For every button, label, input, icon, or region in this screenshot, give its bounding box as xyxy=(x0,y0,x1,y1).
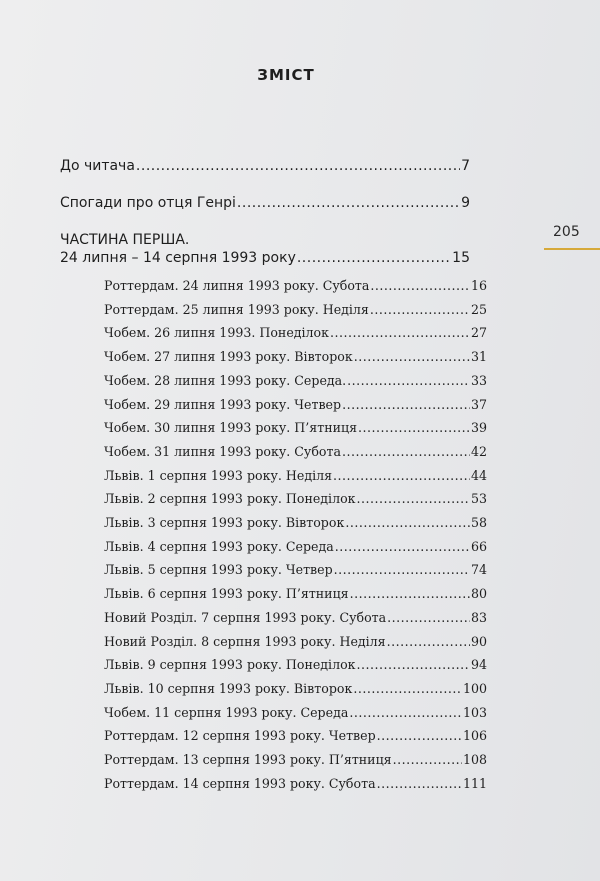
toc-entry[interactable] xyxy=(104,397,487,412)
entry-label: Львів. 9 серпня 1993 року. Понеділок xyxy=(104,657,356,673)
entry-label: Львів. 2 серпня 1993 року. Понеділок xyxy=(104,491,356,507)
dot-leader xyxy=(357,491,470,506)
dot-leader xyxy=(333,468,470,483)
entry-label: Новий Розділ. 8 серпня 1993 року. Неділя xyxy=(104,633,386,649)
entry-page: 103 xyxy=(462,704,487,720)
entry-page: 37 xyxy=(470,396,487,412)
toc-title: ЗМІСТ xyxy=(257,66,315,84)
entry-label: Роттердам. 12 серпня 1993 року. Четвер xyxy=(104,728,376,744)
entry-label: Чобем. 28 липня 1993 року. Середа. xyxy=(104,372,347,388)
entry-label: Спогади про отця Генрі xyxy=(60,195,236,211)
dot-leader xyxy=(297,250,451,266)
toc-entry[interactable] xyxy=(104,373,487,388)
entry-label: Роттердам. 24 липня 1993 року. Субота xyxy=(104,278,370,293)
toc-entry[interactable] xyxy=(104,586,487,601)
toc-entry[interactable] xyxy=(104,302,487,317)
entry-label: Роттердам. 14 серпня 1993 року. Субота xyxy=(104,775,376,791)
entry-page: 15 xyxy=(452,250,470,266)
entry-page: 25 xyxy=(470,301,487,317)
dot-leader xyxy=(370,278,470,293)
dot-leader xyxy=(349,705,462,720)
part-subtitle: 24 липня – 14 серпня 1993 року xyxy=(60,250,296,266)
toc-entry[interactable] xyxy=(104,776,487,791)
dot-leader xyxy=(335,539,470,554)
toc-entry[interactable] xyxy=(104,278,487,293)
dot-leader xyxy=(377,728,462,743)
entry-label: Чобем. 26 липня 1993. Понеділок xyxy=(104,325,330,341)
dot-leader xyxy=(357,657,470,672)
dot-leader xyxy=(377,776,462,791)
entry-label: Чобем. 30 липня 1993 року. П’ятниця xyxy=(104,420,358,436)
dot-leader xyxy=(334,562,470,577)
dot-leader xyxy=(136,158,460,174)
toc-entry[interactable] xyxy=(104,657,487,672)
dot-leader xyxy=(370,302,470,317)
toc-entry[interactable] xyxy=(104,681,487,696)
entry-label: Новий Розділ. 7 серпня 1993 року. Субота xyxy=(104,609,387,625)
entry-page: 90 xyxy=(470,633,487,649)
toc-entry[interactable] xyxy=(104,515,487,530)
entry-page: 39 xyxy=(470,420,487,436)
entry-page: 74 xyxy=(470,562,487,578)
dot-leader xyxy=(345,515,470,530)
entry-page: 111 xyxy=(462,775,487,791)
entry-page: 44 xyxy=(470,467,487,483)
toc-entry[interactable] xyxy=(104,562,487,577)
entry-page: 80 xyxy=(470,586,487,602)
entry-page: 58 xyxy=(470,515,487,530)
toc-entry[interactable] xyxy=(104,420,487,435)
toc-entry-memories[interactable] xyxy=(60,195,470,211)
page-number: 205 xyxy=(553,224,580,240)
entry-label: Львів. 1 серпня 1993 року. Неділя xyxy=(104,467,333,483)
entry-page: 16 xyxy=(470,278,487,293)
entry-label: Чобем. 27 липня 1993 року. Вівторок xyxy=(104,349,353,365)
entry-label: Львів. 6 серпня 1993 року. П’ятниця xyxy=(104,586,349,602)
toc-entry[interactable] xyxy=(104,491,487,506)
entry-page: 106 xyxy=(462,728,487,744)
dot-leader xyxy=(350,586,470,601)
dot-leader xyxy=(342,444,470,459)
entry-page: 42 xyxy=(470,443,487,459)
entry-page: 53 xyxy=(470,491,487,507)
entry-label: Львів. 5 серпня 1993 року. Четвер xyxy=(104,562,333,578)
entry-page: 108 xyxy=(462,752,487,767)
entry-page: 31 xyxy=(470,349,487,365)
accent-rule xyxy=(544,248,600,250)
toc-entry[interactable] xyxy=(104,728,487,743)
toc-entry[interactable] xyxy=(104,752,487,767)
entry-label: Чобем. 11 серпня 1993 року. Середа xyxy=(104,704,349,720)
entry-page: 94 xyxy=(470,657,487,673)
dot-leader xyxy=(358,420,470,435)
entry-label: Роттердам. 25 липня 1993 року. Неділя xyxy=(104,301,369,317)
dot-leader xyxy=(387,634,470,649)
toc-entry[interactable] xyxy=(104,610,487,625)
toc-entry-to-reader[interactable] xyxy=(60,158,470,174)
toc-entry[interactable] xyxy=(104,705,487,720)
toc-entry[interactable] xyxy=(104,444,487,459)
toc-entry[interactable] xyxy=(104,539,487,554)
entry-label: Львів. 10 серпня 1993 року. Вівторок xyxy=(104,680,353,696)
entry-page: 27 xyxy=(470,325,487,341)
dot-leader xyxy=(387,610,470,625)
dot-leader xyxy=(330,325,470,340)
part-heading: ЧАСТИНА ПЕРША. xyxy=(60,232,190,248)
dot-leader xyxy=(347,373,470,388)
entry-label: Чобем. 31 липня 1993 року. Субота xyxy=(104,443,341,459)
entry-page: 100 xyxy=(462,680,487,696)
entry-label: До читача xyxy=(60,158,135,174)
entry-page: 9 xyxy=(461,195,470,211)
entry-page: 33 xyxy=(470,372,487,388)
dot-leader xyxy=(353,681,462,696)
toc-entry[interactable] xyxy=(104,325,487,340)
dot-leader xyxy=(237,195,460,211)
toc-entry[interactable] xyxy=(104,468,487,483)
entry-label: Львів. 3 серпня 1993 року. Вівторок xyxy=(104,515,345,530)
dot-leader xyxy=(342,397,470,412)
dot-leader xyxy=(393,752,462,767)
toc-entry[interactable] xyxy=(104,349,487,364)
entry-label: Львів. 4 серпня 1993 року. Середа xyxy=(104,538,334,554)
toc-entry-part-one[interactable] xyxy=(60,250,470,266)
toc-entry[interactable] xyxy=(104,634,487,649)
entry-page: 7 xyxy=(461,158,470,174)
entry-label: Чобем. 29 липня 1993 року. Четвер xyxy=(104,396,342,412)
entry-page: 66 xyxy=(470,538,487,554)
dot-leader xyxy=(354,349,470,364)
entry-page: 83 xyxy=(470,609,487,625)
entry-label: Роттердам. 13 серпня 1993 року. П’ятниця xyxy=(104,752,392,767)
